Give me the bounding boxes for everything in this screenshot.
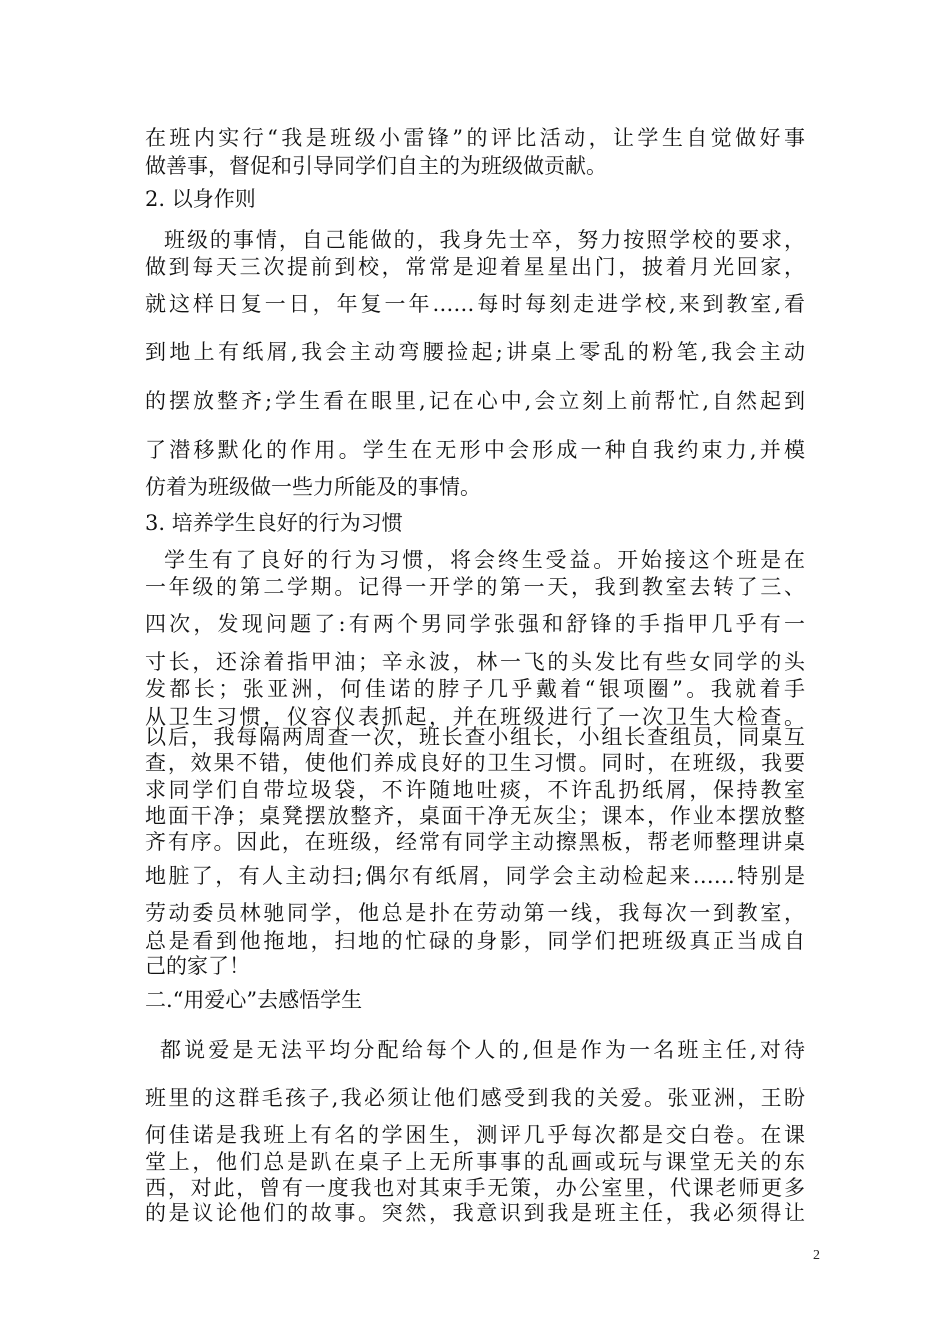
text-line: 查，效果不错，使他们养成良好的卫生习惯。同时，在班级，我要 bbox=[145, 751, 805, 775]
text-line: 班里的这群毛孩子,我必须让他们感受到我的关爱。张亚洲，王盼 bbox=[145, 1086, 805, 1110]
text-line: 四次，发现问题了:有两个男同学张强和舒锋的手指甲几乎有一 bbox=[145, 612, 805, 636]
text-line: 的是议论他们的故事。突然，我意识到我是班主任，我必须得让 bbox=[145, 1201, 805, 1225]
text-line: 地脏了，有人主动扫;偶尔有纸屑，同学会主动检起来……特别是 bbox=[145, 864, 805, 888]
text-line: 堂上，他们总是趴在桌子上无所事事的乱画或玩与课堂无关的东 bbox=[145, 1150, 805, 1174]
text-line: 了潜移默化的作用。学生在无形中会形成一种自我约束力,并模 bbox=[145, 438, 805, 462]
text-line: 何佳诺是我班上有名的学困生，测评几乎每次都是交白卷。在课 bbox=[145, 1123, 805, 1147]
text-line: 做善事，督促和引导同学们自主的为班级做贡献。 bbox=[145, 154, 607, 178]
section-heading: 3. 培养学生良好的行为习惯 bbox=[145, 511, 403, 535]
text-line: 班级的事情，自己能做的，我身先士卒，努力按照学校的要求， bbox=[164, 228, 805, 252]
text-line: 以后，我每隔两周查一次，班长查小组长，小组长查组员，同桌互 bbox=[145, 725, 805, 749]
text-line: 总是看到他拖地，扫地的忙碌的身影，同学们把班级真正当成自 bbox=[145, 929, 805, 953]
text-line: 从卫生习惯，仪容仪表抓起，并在班级进行了一次卫生大检查。 bbox=[145, 705, 805, 729]
text-line: 发都长；张亚洲，何佳诺的脖子几乎戴着“银项圈”。我就着手 bbox=[145, 677, 805, 701]
text-line: 的摆放整齐;学生看在眼里,记在心中,会立刻上前帮忙,自然起到 bbox=[145, 389, 805, 413]
text-line: 做到每天三次提前到校，常常是迎着星星出门，披着月光回家， bbox=[145, 255, 805, 279]
text-line: 到地上有纸屑,我会主动弯腰捡起;讲桌上零乱的粉笔,我会主动 bbox=[145, 340, 805, 364]
text-line: 寸长，还涂着指甲油；辛永波，林一飞的头发比有些女同学的头 bbox=[145, 650, 805, 674]
text-line: 仿着为班级做一些力所能及的事情。 bbox=[145, 475, 481, 499]
text-line: 学生有了良好的行为习惯，将会终生受益。开始接这个班是在 bbox=[164, 548, 805, 572]
text-line: 一年级的第二学期。记得一开学的第一天，我到教室去转了三、 bbox=[145, 575, 805, 599]
text-line: 就这样日复一日，年复一年……每时每刻走进学校,来到教室,看 bbox=[145, 292, 805, 316]
text-line: 己的家了！ bbox=[145, 954, 250, 978]
text-line: 地面干净；桌凳摆放整齐，桌面干净无灰尘；课本，作业本摆放整 bbox=[145, 804, 805, 828]
text-line: 西，对此，曾有一度我也对其束手无策，办公室里，代课老师更多 bbox=[145, 1176, 805, 1200]
page-number: 2 bbox=[813, 1248, 820, 1263]
text-line: 劳动委员林驰同学，他总是扑在劳动第一线，我每次一到教室， bbox=[145, 901, 805, 925]
section-heading: 2. 以身作则 bbox=[145, 187, 256, 211]
text-line: 齐有序。因此，在班级，经常有同学主动擦黑板，帮老师整理讲桌 bbox=[145, 830, 805, 854]
section-heading: 二.“用爱心”去感悟学生 bbox=[145, 988, 363, 1012]
text-line: 求同学们自带垃圾袋，不许随地吐痰，不许乱扔纸屑，保持教室 bbox=[145, 778, 805, 802]
text-line: 都说爱是无法平均分配给每个人的,但是作为一名班主任,对待 bbox=[160, 1038, 805, 1062]
text-line: 在班内实行“我是班级小雷锋”的评比活动，让学生自觉做好事 bbox=[145, 126, 805, 150]
